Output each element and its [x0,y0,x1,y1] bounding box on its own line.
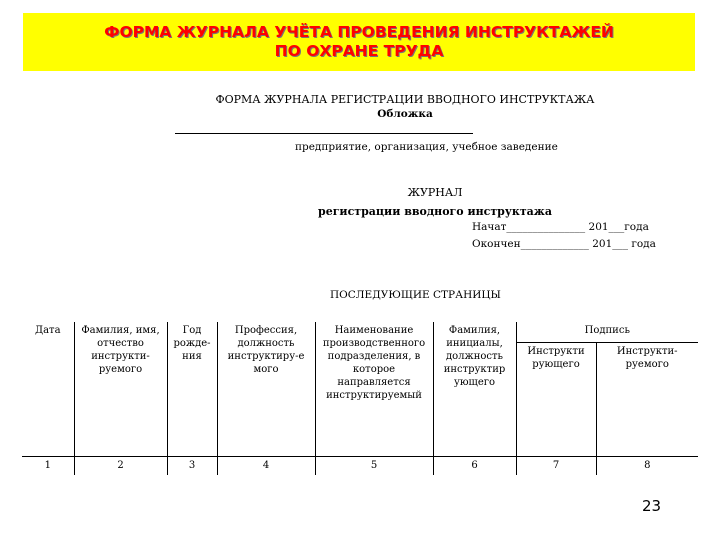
header-birth-year: Год рожде-ния [167,322,217,456]
header-sign-trainee: Инструкти-руемого [596,342,698,456]
journal-finished: Окончен_____________ 201___ года [472,238,656,250]
header-sign-instructor: Инструкти рующего [516,342,596,456]
heading-line-2: ПО ОХРАНЕ ТРУДА [274,42,444,60]
journal-started: Начат_______________ 201___года [472,221,649,233]
page-number: 23 [642,497,662,515]
organization-blank-line [175,133,473,134]
header-date: Дата [22,322,74,456]
column-number: 1 [22,456,74,475]
header-profession: Профессия, должность инструктиру-е мого [217,322,315,456]
column-number: 6 [433,456,516,475]
column-number: 8 [644,459,651,471]
cover-label: Обложка [377,108,433,120]
column-number: 2 [74,456,167,475]
column-number: 5 [315,456,433,475]
organization-caption: предприятие, организация, учебное заведение [295,141,558,153]
header-instructor: Фамилия, инициалы, должность инструктир ующего [433,322,516,456]
heading-line-1: ФОРМА ЖУРНАЛА УЧЁТА ПРОВЕДЕНИЯ ИНСТРУКТАЖЕЙ [104,23,614,41]
journal-subtitle: регистрации вводного инструктажа [318,205,553,218]
journal-title: ЖУРНАЛ [407,186,463,199]
page-heading-banner [23,13,695,71]
journal-table [22,322,698,475]
column-number: 7 [516,456,596,475]
header-department: Наименование производственного подразделения, в которое направляется инструктируемый [315,322,433,456]
column-number: 3 [167,456,217,475]
form-title: ФОРМА ЖУРНАЛА РЕГИСТРАЦИИ ВВОДНОГО ИНСТРУКТАЖА [215,93,595,106]
column-number: 4 [217,456,315,475]
header-signature: Подпись [516,322,698,342]
header-trainee-name: Фамилия, имя, отчество инструкти-руемого [74,322,167,456]
next-pages-title: ПОСЛЕДУЮЩИЕ СТРАНИЦЫ [330,289,501,301]
